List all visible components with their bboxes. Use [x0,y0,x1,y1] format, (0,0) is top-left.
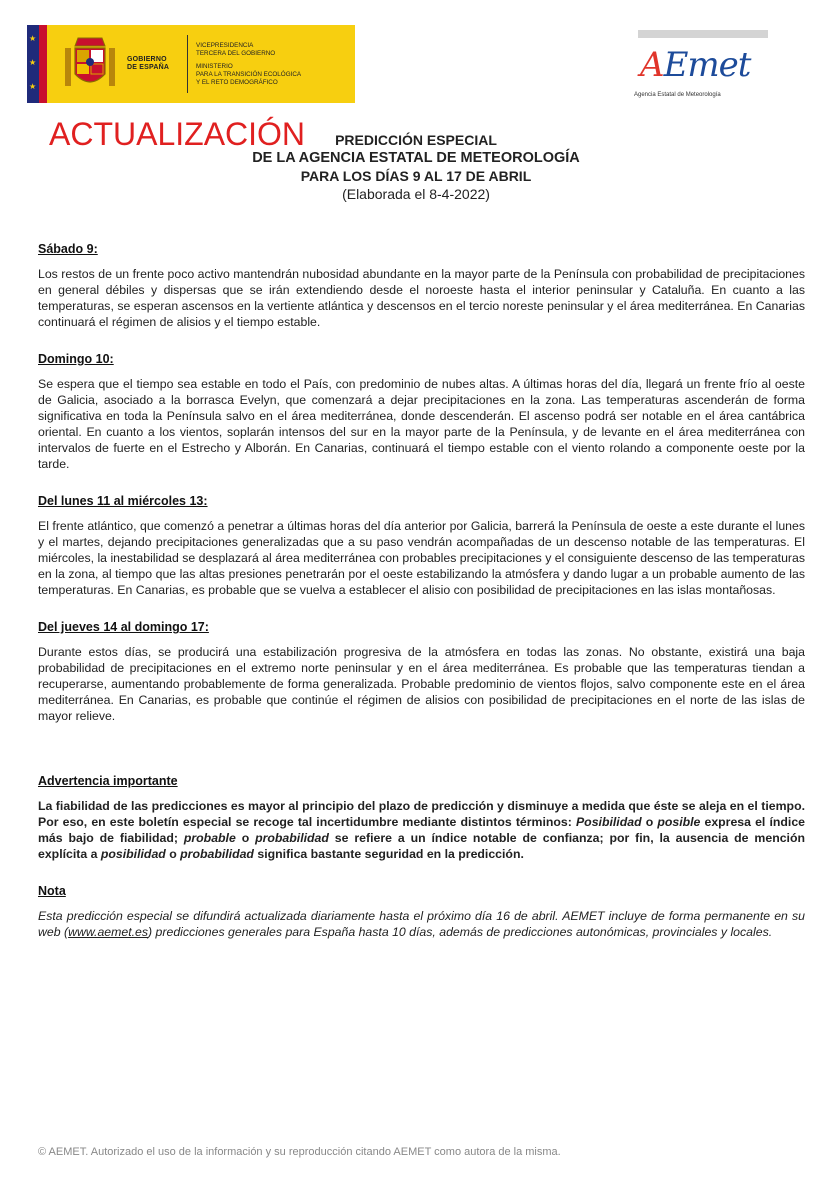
emphasis-term: probable [183,831,236,845]
vicepresidencia-line: VICEPRESIDENCIA [196,41,254,49]
section-text-domingo: Se espera que el tiempo sea estable en todo el País, con predominio de nubes altas. A últimas horas del día, llegará un frente frío al oeste de Galicia, asociado a la borrasca Evelyn, que comenzará a dejar precipitaciones en la zona. Las temperaturas ascenderán de forma significativa en toda la Península salvo en el área mediterránea, donde descenderán. El ascenso podrá ser notable en el área cantábrica oriental. En cuanto a los vientos, soplarán intensos del sur en la mayor parte de la Península, y de levante en el área mediterránea con intervalos de fuerte en el Estrecho y Alborán. En Canarias, continuará el tiempo estable con el viento rolando a componente oeste por la tarde. [38,377,805,471]
emphasis-term: probabilidad [255,831,329,845]
aemet-website-link[interactable]: www.aemet.es [68,925,149,939]
text-run: La fiabilidad de las predicciones es mayor al principio del plazo de predicción y disminuye a medida que éste se aleja en el tiempo. Por eso, en este boletín especial se recoge tal incertidumbre mediante distintos términos: [38,799,805,829]
flag-red-strip [39,25,47,103]
gobierno-line: DE ESPAÑA [127,64,170,71]
ministry-text [196,42,346,87]
gobierno-line: GOBIERNO [127,55,167,63]
emphasis-term: posible [657,815,701,829]
government-logo [27,25,355,103]
vicepresidencia-line: TERCERA DEL GOBIERNO [196,49,276,57]
coat-of-arms-icon [61,34,119,94]
section-text-sabado: Los restos de un frente poco activo mantendrán nubosidad abundante en la mayor parte de la Península con probabilidad de precipitaciones en general débiles y dispersas que se irán extendiendo desde el noroeste hasta el interior peninsular y Cataluña. En cuanto a las temperaturas, se esperan ascensos en la vertiente atlántica y descensos en el tercio noreste peninsular y el área mediterránea. En Canarias continuará el régimen de alisios y el tiempo estable. [38,267,805,329]
aemet-wordmark [640,45,750,85]
title-line: DE LA AGENCIA ESTATAL DE METEOROLOGÍA [252,150,580,166]
header-bar [638,30,768,38]
update-label: ACTUALIZACIÓN [49,116,306,152]
text-run: o [165,847,181,861]
section-heading-lunes: Del lunes 11 al miércoles 13: [38,494,208,508]
section-heading-jueves: Del jueves 14 al domingo 17: [38,620,209,634]
text-run: o [235,831,256,845]
document-title [206,131,626,203]
aemet-letter-a: A [640,45,664,85]
title-line: PARA LOS DÍAS 9 AL 17 DE ABRIL [300,168,532,184]
section-heading-advertencia: Advertencia importante [38,774,178,788]
text-run: Esta predicción especial se difundirá actualizada diariamente hasta el próximo día 16 de abril. AEMET incluye de forma permanente en su web ( [38,909,805,939]
section-text-lunes: El frente atlántico, que comenzó a penetrar a últimas horas del día anterior por Galicia, barrerá la Península de oeste a este durante el lunes y el martes, dejando precipitaciones generalizadas que a su paso vendrán acompañadas de un descenso notable de las temperaturas. El miércoles, la inestabilidad se desplazará al área mediterránea con probables precipitaciones y el consiguiente descenso de las temperaturas en la zona, al tiempo que las altas presiones penetrarán por el oeste estabilizando la atmósfera y dando lugar a un probable aumento de las temperaturas. En Canarias, es probable que se vuelva a establecer el alisio con posibilidad de precipitaciones en las islas montañosas. [38,519,805,597]
logo-divider [187,35,188,93]
section-heading-domingo: Domingo 10: [38,352,114,366]
section-text-nota [38,908,805,940]
title-line: PREDICCIÓN ESPECIAL [335,132,497,148]
text-run: o [641,815,658,829]
text-run: se refiere a un índice notable de confianza; por fin, la ausencia de mención explícita a [38,831,805,861]
text-run: expresa el índice más bajo de fiabilidad; [38,815,805,845]
gobierno-name [127,56,179,73]
ministerio-line: MINISTERIO [196,62,233,70]
section-text-advertencia [38,798,805,862]
text-run: significa bastante seguridad en la predicción. [253,847,524,861]
copyright-footer: © AEMET. Autorizado el uso de la información y su reproducción citando AEMET como autora de la misma. [38,1146,561,1158]
forecast-content [38,242,805,940]
aemet-letter-e: E [663,45,688,85]
section-text-jueves: Durante estos días, se producirá una estabilización progresiva de la atmósfera en todas las zonas. No obstante, existirá una baja probabilidad de precipitaciones en el extremo norte peninsular y en el área mediterránea. Es probable que las temperaturas tiendan a recuperarse, aumentando probablemente de forma generalizada. Probable predominio de vientos flojos, salvo componente este en el área mediterránea. En Canarias, es probable que continúe el régimen de alisios con posibilidad de precipitaciones en el norte de las islas de mayor relieve. [38,645,805,723]
star-icon: ★ [29,82,37,91]
ministerio-line: PARA LA TRANSICIÓN ECOLÓGICA [196,70,302,78]
aemet-logo [634,45,754,98]
emphasis-term: Posibilidad [575,815,642,829]
section-heading-sabado: Sábado 9: [38,242,98,256]
aemet-subtitle: Agencia Estatal de Meteorología [634,92,721,98]
star-icon: ★ [29,34,37,43]
text-run: ) predicciones generales para España hasta 10 días, además de predicciones autonómicas, provinciales y locales. [148,925,773,939]
section-heading-nota: Nota [38,884,66,898]
aemet-letters-met: met [687,45,751,85]
emphasis-term: posibilidad [100,847,166,861]
emphasis-term: probabilidad [180,847,254,861]
title-date: (Elaborada el 8-4-2022) [342,186,490,202]
ministerio-line: Y EL RETO DEMOGRÁFICO [196,78,278,86]
star-icon: ★ [29,58,37,67]
eu-flag-strip [27,25,39,103]
